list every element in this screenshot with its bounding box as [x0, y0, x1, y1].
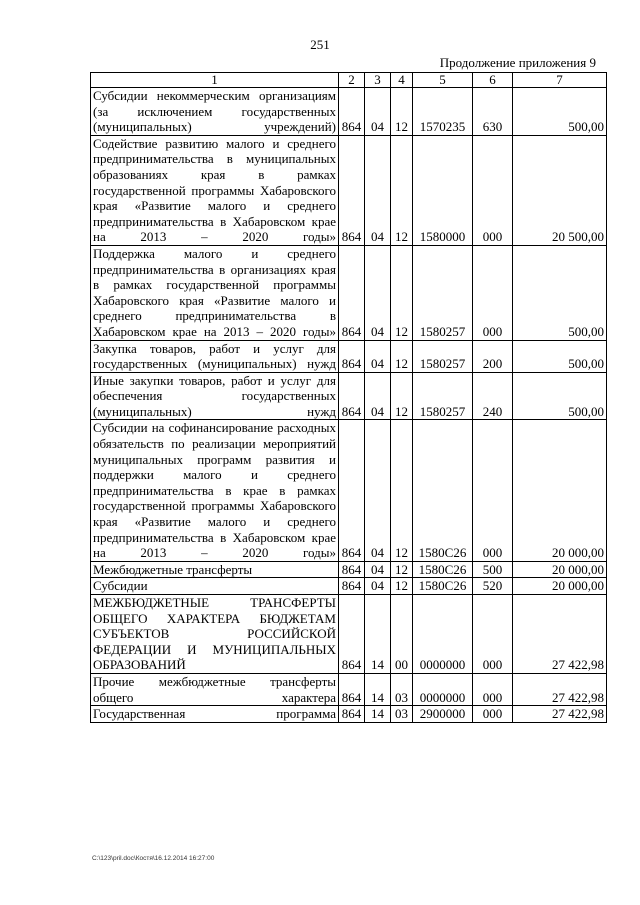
row-section-code: 04	[365, 420, 391, 561]
row-subsection-code: 12	[391, 245, 413, 340]
row-amount: 20 000,00	[513, 420, 607, 561]
row-expense-type: 000	[473, 706, 513, 723]
row-amount: 27 422,98	[513, 595, 607, 674]
column-header: 4	[391, 73, 413, 88]
column-header: 5	[413, 73, 473, 88]
table-header-row	[91, 73, 607, 88]
row-amount: 20 500,00	[513, 135, 607, 245]
row-section-code: 04	[365, 245, 391, 340]
row-ministry-code: 864	[339, 88, 365, 136]
row-expense-type: 520	[473, 578, 513, 595]
row-subsection-code: 12	[391, 372, 413, 420]
row-target-code: 1580257	[413, 340, 473, 372]
row-ministry-code: 864	[339, 595, 365, 674]
table-row	[91, 340, 607, 372]
row-name: Межбюджетные трансферты	[91, 561, 339, 578]
row-target-code: 1580257	[413, 245, 473, 340]
row-name: Закупка товаров, работ и услуг для государственных (муниципальных) нужд	[91, 340, 339, 372]
column-header: 2	[339, 73, 365, 88]
row-subsection-code: 00	[391, 595, 413, 674]
table-row	[91, 595, 607, 674]
table-row	[91, 561, 607, 578]
row-amount: 20 000,00	[513, 561, 607, 578]
row-section-code: 14	[365, 706, 391, 723]
row-expense-type: 200	[473, 340, 513, 372]
row-section-code: 04	[365, 88, 391, 136]
row-expense-type: 000	[473, 420, 513, 561]
row-name: Содействие развитию малого и среднего предпринимательства в муниципальных образованиях края в рамках государственной программы Хабаровского края «Развитие малого и среднего предпринимательства в Хабаровском крае на 2013 – 2020 годы»	[91, 135, 339, 245]
row-expense-type: 630	[473, 88, 513, 136]
row-expense-type: 240	[473, 372, 513, 420]
table-row	[91, 420, 607, 561]
row-amount: 500,00	[513, 372, 607, 420]
row-target-code: 1580С26	[413, 561, 473, 578]
row-subsection-code: 12	[391, 561, 413, 578]
table-row	[91, 706, 607, 723]
row-ministry-code: 864	[339, 245, 365, 340]
budget-table	[90, 72, 607, 723]
row-name: Поддержка малого и среднего предпринимательства в организациях края в рамках государственной программы Хабаровского края «Развитие малого и среднего предпринимательства в Хабаровском крае на 2013 – 2020 годы»	[91, 245, 339, 340]
row-expense-type: 000	[473, 595, 513, 674]
row-ministry-code: 864	[339, 561, 365, 578]
row-ministry-code: 864	[339, 578, 365, 595]
file-path-footer: C:\123\pril.doc\Костя\16.12.2014 16:27:00	[92, 855, 215, 862]
row-subsection-code: 03	[391, 673, 413, 705]
row-amount: 27 422,98	[513, 673, 607, 705]
row-target-code: 1570235	[413, 88, 473, 136]
row-subsection-code: 12	[391, 578, 413, 595]
row-subsection-code: 12	[391, 340, 413, 372]
row-section-code: 14	[365, 595, 391, 674]
row-section-code: 04	[365, 372, 391, 420]
table-row	[91, 245, 607, 340]
row-ministry-code: 864	[339, 420, 365, 561]
row-amount: 20 000,00	[513, 578, 607, 595]
row-subsection-code: 03	[391, 706, 413, 723]
row-name: Субсидии некоммерческим организациям (за исключением государственных (муниципальных) учреждений)	[91, 88, 339, 136]
row-ministry-code: 864	[339, 673, 365, 705]
row-target-code: 1580С26	[413, 420, 473, 561]
row-target-code: 0000000	[413, 673, 473, 705]
row-name: Субсидии	[91, 578, 339, 595]
row-ministry-code: 864	[339, 135, 365, 245]
column-header: 6	[473, 73, 513, 88]
table-row	[91, 135, 607, 245]
row-name: Прочие межбюджетные трансферты общего характера	[91, 673, 339, 705]
row-target-code: 0000000	[413, 595, 473, 674]
table-row	[91, 673, 607, 705]
row-target-code: 1580257	[413, 372, 473, 420]
row-amount: 27 422,98	[513, 706, 607, 723]
row-expense-type: 000	[473, 245, 513, 340]
row-section-code: 04	[365, 135, 391, 245]
table-row	[91, 578, 607, 595]
row-ministry-code: 864	[339, 706, 365, 723]
row-name: МЕЖБЮДЖЕТНЫЕ ТРАНСФЕРТЫ ОБЩЕГО ХАРАКТЕРА БЮДЖЕТАМ СУБЪЕКТОВ РОССИЙСКОЙ ФЕДЕРАЦИИ И МУНИЦИПАЛЬНЫХ ОБРАЗОВАНИЙ	[91, 595, 339, 674]
row-section-code: 14	[365, 673, 391, 705]
row-ministry-code: 864	[339, 340, 365, 372]
row-subsection-code: 12	[391, 135, 413, 245]
row-subsection-code: 12	[391, 420, 413, 561]
row-subsection-code: 12	[391, 88, 413, 136]
row-section-code: 04	[365, 561, 391, 578]
table-row	[91, 88, 607, 136]
column-header: 1	[91, 73, 339, 88]
row-section-code: 04	[365, 340, 391, 372]
table-row	[91, 372, 607, 420]
row-expense-type: 000	[473, 135, 513, 245]
row-ministry-code: 864	[339, 372, 365, 420]
row-amount: 500,00	[513, 245, 607, 340]
row-amount: 500,00	[513, 340, 607, 372]
column-header: 7	[513, 73, 607, 88]
row-expense-type: 500	[473, 561, 513, 578]
row-name: Субсидии на софинансирование расходных обязательств по реализации мероприятий муниципальных программ развития и поддержки малого и среднего предпринимательства в крае в рамках государственной программы Хабаровского края «Развитие малого и среднего предпринимательства в Хабаровском крае на 2013 – 2020 годы»	[91, 420, 339, 561]
page-number: 251	[310, 37, 330, 52]
appendix-label: Продолжение приложения 9	[439, 55, 596, 70]
row-target-code: 1580000	[413, 135, 473, 245]
column-header: 3	[365, 73, 391, 88]
row-expense-type: 000	[473, 673, 513, 705]
row-section-code: 04	[365, 578, 391, 595]
row-name: Иные закупки товаров, работ и услуг для обеспечения государственных (муниципальных) нужд	[91, 372, 339, 420]
row-amount: 500,00	[513, 88, 607, 136]
row-target-code: 1580С26	[413, 578, 473, 595]
row-target-code: 2900000	[413, 706, 473, 723]
row-name: Государственная программа	[91, 706, 339, 723]
